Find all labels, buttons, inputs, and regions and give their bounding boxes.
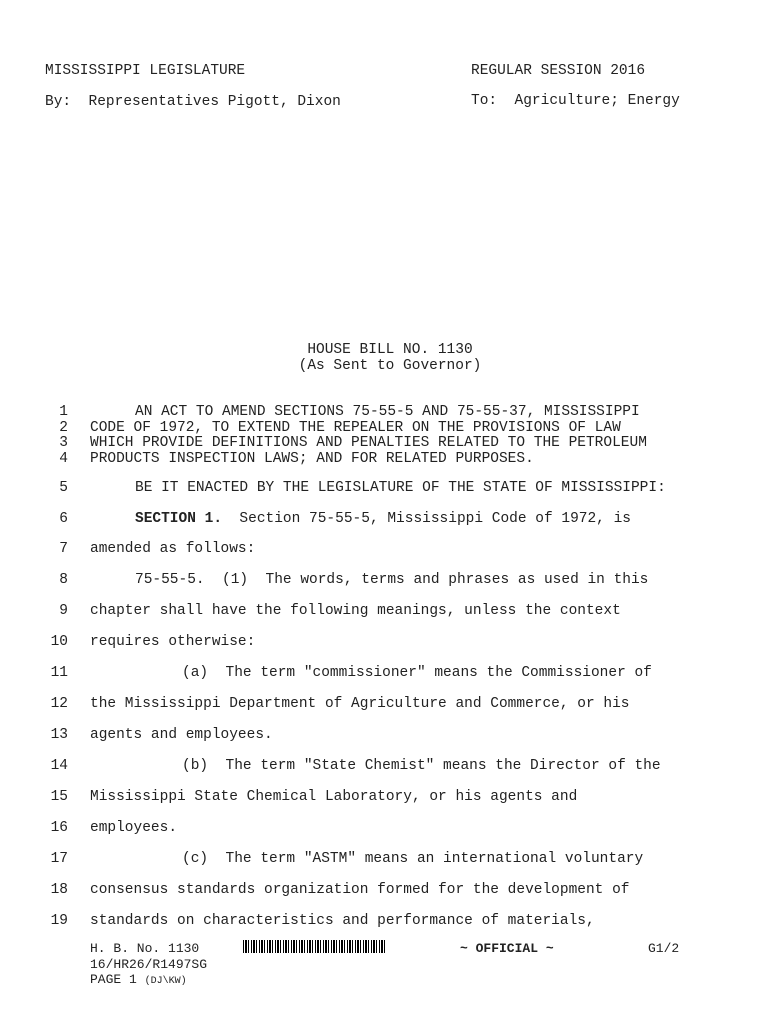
line-number: 5 (59, 480, 68, 496)
line-number: 13 (50, 727, 68, 743)
page-number: PAGE 1 (90, 972, 137, 987)
line-text: (a) The term "commissioner" means the Commissioner of (182, 665, 652, 681)
line-text: (b) The term "State Chemist" means the Director of the (182, 758, 661, 774)
line-text: 75-55-5. (1) The words, terms and phrases as used in this (135, 572, 649, 588)
line-number: 14 (50, 758, 68, 774)
line-number: 12 (50, 696, 68, 712)
section-heading: SECTION 1. (135, 511, 223, 527)
line-number: 9 (59, 603, 68, 619)
bill-status: (As Sent to Governor) (298, 358, 482, 374)
line-number: 8 (59, 572, 68, 588)
footer-code: G1/2 (648, 941, 680, 956)
line-number: 4 (59, 451, 68, 467)
line-text: WHICH PROVIDE DEFINITIONS AND PENALTIES RELATED TO THE PETROLEUM (90, 435, 647, 451)
footer-bill-number: H. B. No. 1130 (90, 941, 200, 956)
line-number: 7 (59, 541, 68, 557)
typist-initials: (DJ\KW) (144, 976, 187, 987)
line-text: requires otherwise: (90, 634, 256, 650)
line-text: (c) The term "ASTM" means an international voluntary (182, 851, 644, 867)
line-text: the Mississippi Department of Agriculture and Commerce, or his (90, 696, 630, 712)
committee-label: To: Agriculture; Energy (471, 93, 680, 109)
sponsors-label: By: Representatives Pigott, Dixon (45, 94, 341, 110)
line-number: 1 (59, 404, 68, 420)
session-label: REGULAR SESSION 2016 (471, 63, 646, 79)
footer-page (90, 972, 187, 989)
line-text: BE IT ENACTED BY THE LEGISLATURE OF THE STATE OF MISSISSIPPI: (135, 480, 666, 496)
line-text: standards on characteristics and performance of materials, (90, 913, 595, 929)
line-number: 10 (50, 634, 68, 650)
line-text: consensus standards organization formed for the development of (90, 882, 630, 898)
line-text: PRODUCTS INSPECTION LAWS; AND FOR RELATED PURPOSES. (90, 451, 534, 467)
line-text: Mississippi State Chemical Laboratory, or his agents and (90, 789, 578, 805)
section-text: Section 75-55-5, Mississippi Code of 1972, is (222, 511, 631, 527)
line-number: 16 (50, 820, 68, 836)
official-label: ~ OFFICIAL ~ (460, 941, 554, 956)
line-text: CODE OF 1972, TO EXTEND THE REPEALER ON THE PROVISIONS OF LAW (90, 420, 621, 436)
line-number: 17 (50, 851, 68, 867)
line-text: employees. (90, 820, 178, 836)
line-number: 15 (50, 789, 68, 805)
line-number: 6 (59, 511, 68, 527)
line-text: agents and employees. (90, 727, 273, 743)
line-number: 18 (50, 882, 68, 898)
line-text: chapter shall have the following meanings, unless the context (90, 603, 621, 619)
line-number: 11 (50, 665, 68, 681)
line-number: 3 (59, 435, 68, 451)
barcode-image (243, 940, 386, 953)
legislature-label: MISSISSIPPI LEGISLATURE (45, 63, 246, 79)
line-text (90, 511, 631, 527)
footer-reference: 16/HR26/R1497SG (90, 957, 208, 972)
line-text: AN ACT TO AMEND SECTIONS 75-55-5 AND 75-55-37, MISSISSIPPI (135, 404, 640, 420)
bill-number-title: HOUSE BILL NO. 1130 (307, 342, 473, 358)
line-number: 19 (50, 913, 68, 929)
line-number: 2 (59, 420, 68, 436)
line-text: amended as follows: (90, 541, 256, 557)
